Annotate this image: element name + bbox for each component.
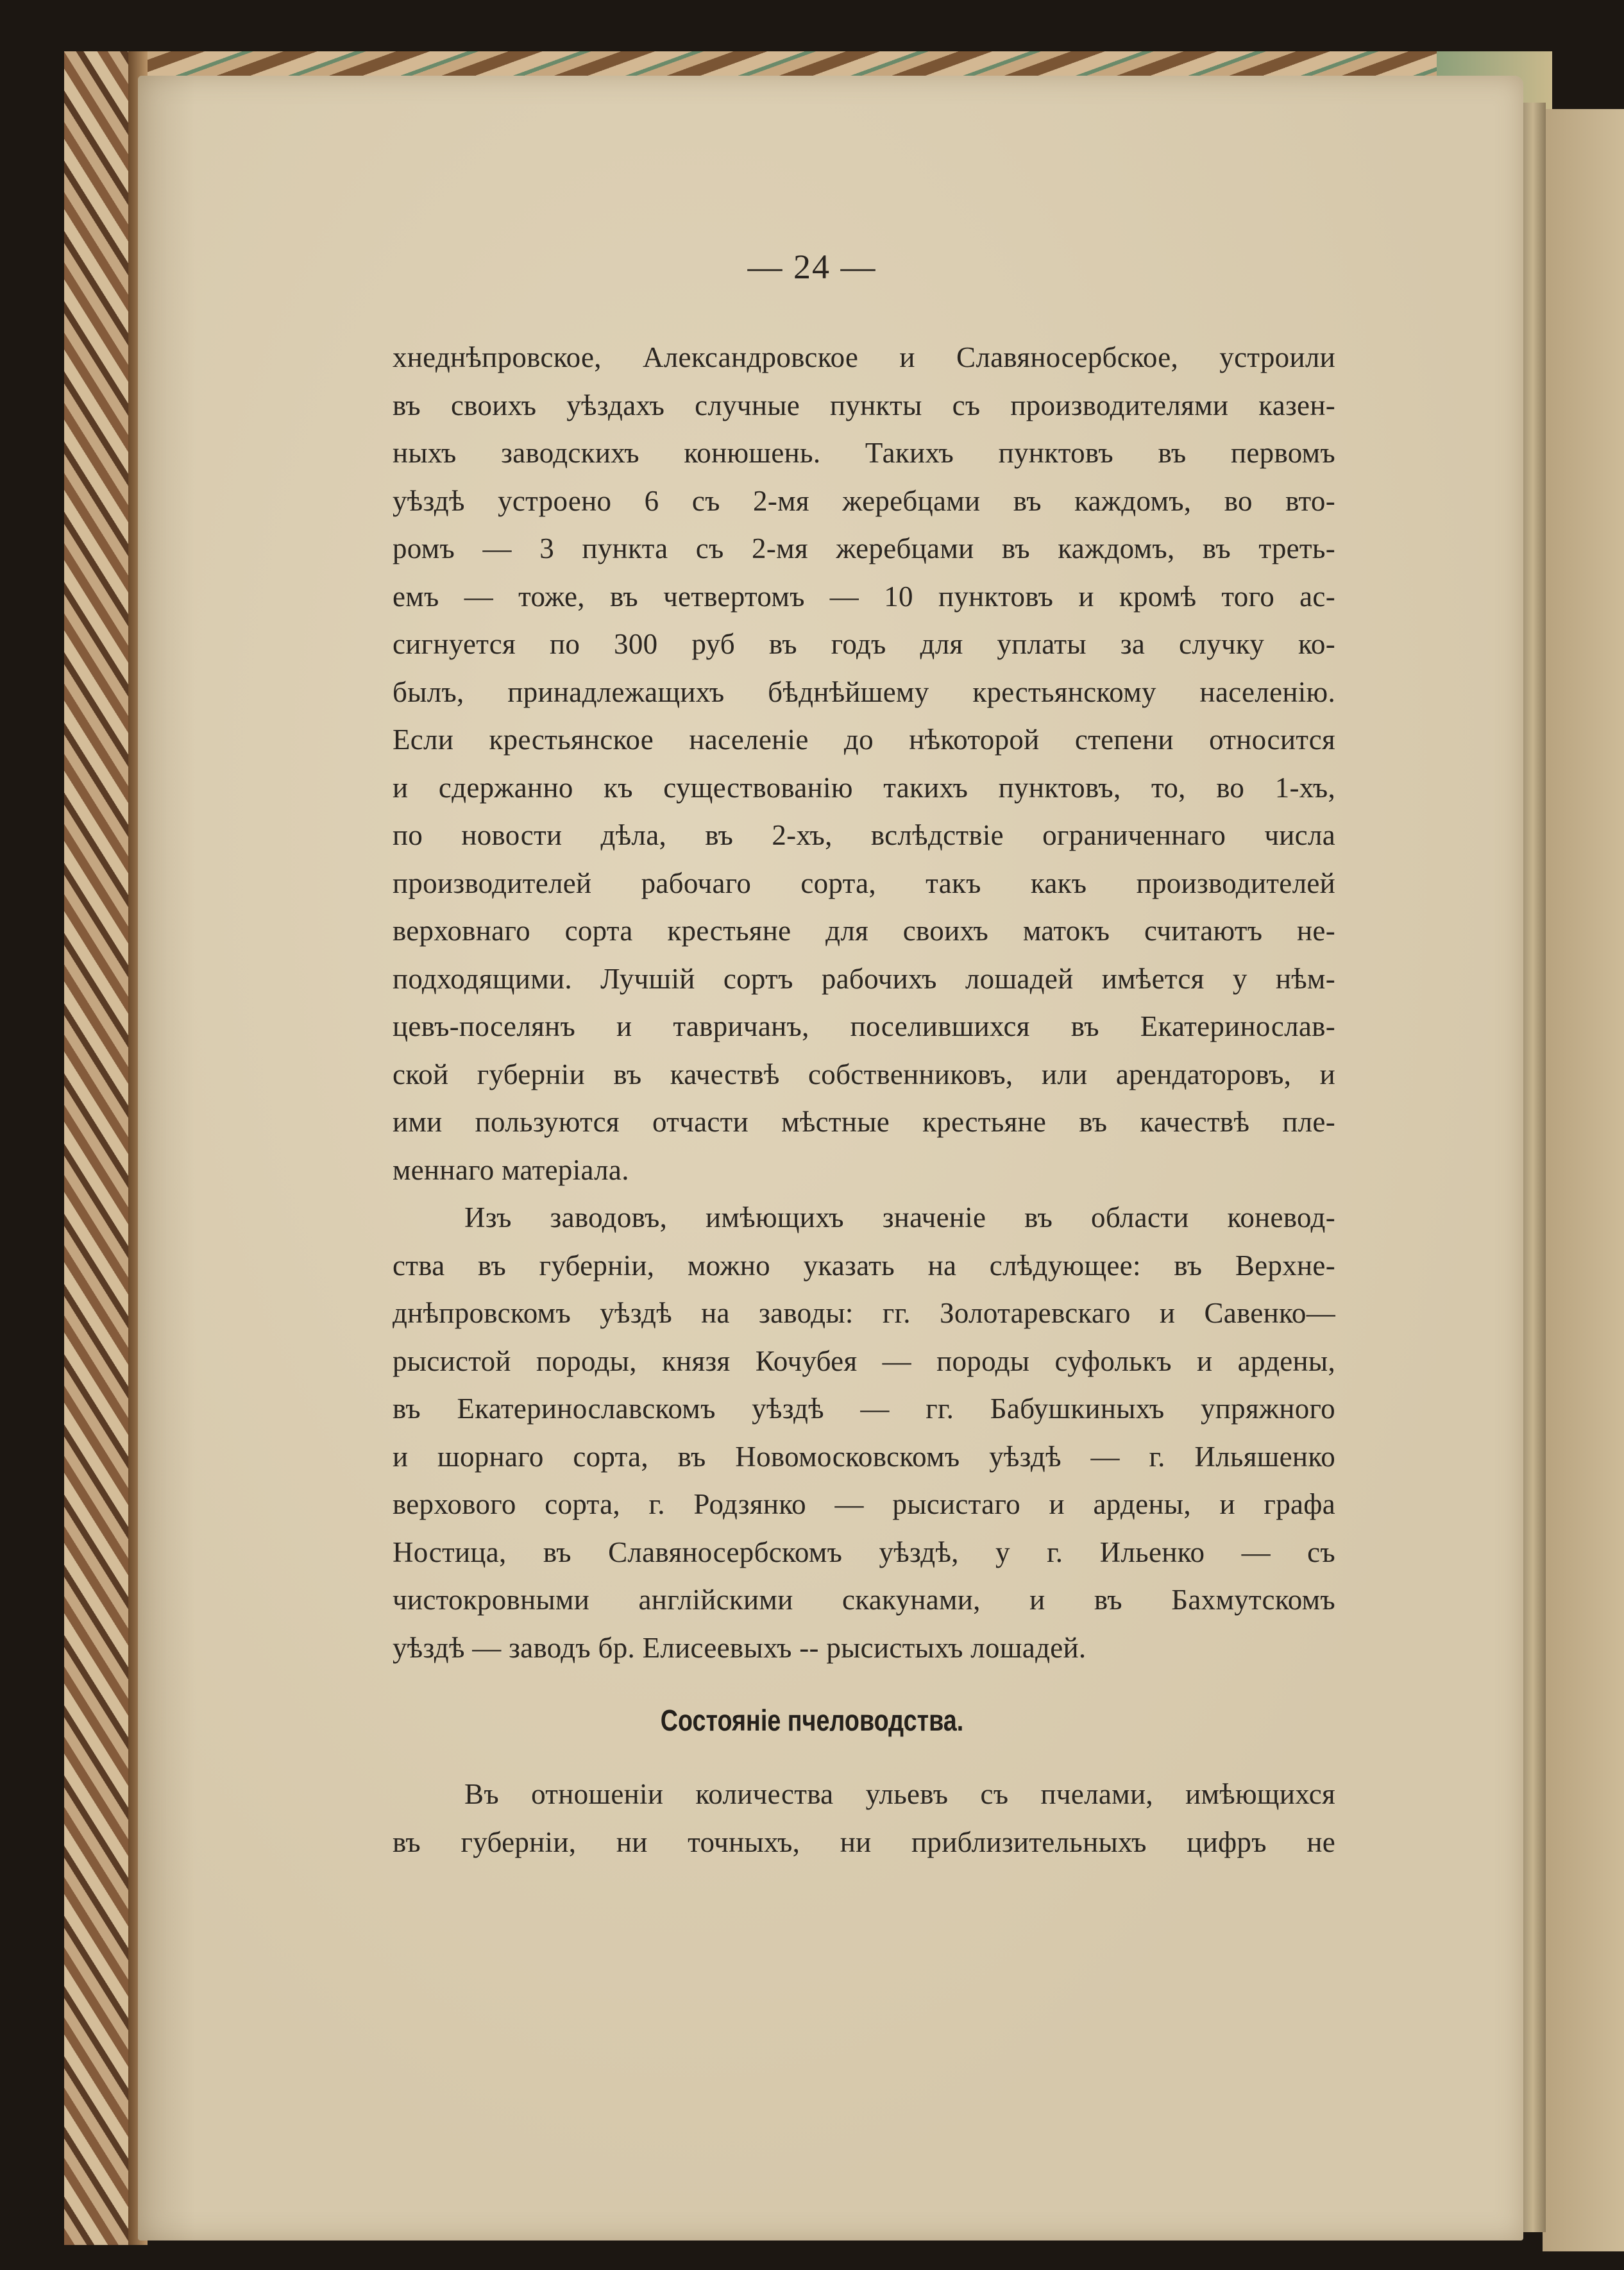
text-line: былъ, принадлежащихъ бѣднѣйшему крестьянскому населенію. (393, 675, 1335, 708)
text-line: Ностица, въ Славяносербскомъ уѣздѣ, у г. Ильенко — съ (393, 1536, 1335, 1568)
text-line: Въ отношеніи количества ульевъ съ пчелами, имѣющихся (464, 1778, 1335, 1810)
text-line: цевъ-поселянъ и тавричанъ, поселившихся въ Екатеринослав- (393, 1010, 1335, 1042)
text-line: уѣздѣ устроено 6 съ 2-мя жеребцами въ каждомъ, во вто- (393, 484, 1335, 517)
text-line: ромъ — 3 пункта съ 2-мя жеребцами въ каждомъ, въ треть- (393, 532, 1335, 564)
text-line: уѣздѣ — заводъ бр. Елисеевыхъ -- рысистыхъ лошадей. (393, 1631, 1087, 1664)
text-line: хнеднѣпровское, Александровское и Славяносербское, устроили (393, 341, 1335, 373)
text-line: сигнуется по 300 руб въ годъ для уплаты за случку ко- (393, 628, 1335, 660)
text-line: ства въ губерніи, можно указать на слѣдующее: въ Верхне- (393, 1249, 1335, 1282)
text-line: ныхъ заводскихъ конюшень. Такихъ пунктовъ въ первомъ (393, 437, 1335, 469)
page-stack-edge (1520, 103, 1546, 2232)
page-number: — 24 — (747, 248, 877, 286)
text-line: чистокровными англійскими скакунами, и въ Бахмутскомъ (393, 1584, 1335, 1616)
text-line: производителей рабочаго сорта, такъ какъ производителей (393, 867, 1335, 899)
text-line: ской губерніи въ качествѣ собственниковъ, или арендаторовъ, и (393, 1058, 1335, 1090)
text-line: верховнаго сорта крестьяне для своихъ матокъ считаютъ не- (393, 915, 1335, 947)
text-line: по новости дѣла, въ 2-хъ, вслѣдствіе ограниченнаго числа (393, 819, 1335, 851)
text-line: ими пользуются отчасти мѣстные крестьяне въ качествѣ пле- (393, 1106, 1335, 1138)
text-line: емъ — тоже, въ четвертомъ — 10 пунктовъ и кромѣ того ас- (393, 580, 1335, 613)
text-line: и шорнаго сорта, въ Новомосковскомъ уѣздѣ — г. Ильяшенко (393, 1440, 1335, 1473)
text-line: и сдержанно къ существованію такихъ пунктовъ, то, во 1-хъ, (393, 771, 1335, 804)
text-line: подходящими. Лучшій сортъ рабочихъ лошадей имѣется у нѣм- (393, 962, 1335, 995)
text-line: въ своихъ уѣздахъ случные пункты съ производителями казен- (393, 389, 1335, 421)
text-line: въ губерніи, ни точныхъ, ни приблизительныхъ цифръ не (393, 1825, 1335, 1858)
text-line: Если крестьянское населеніе до нѣкоторой степени относится (393, 724, 1335, 756)
text-line: меннаго матеріала. (393, 1153, 629, 1186)
body-text (393, 334, 1335, 1672)
text-line: верхового сорта, г. Родзянко — рысистаго и ардены, и графа (393, 1488, 1335, 1520)
section-heading: Состояніе пчеловодства. (660, 1704, 964, 1737)
text-line: Изъ заводовъ, имѣющихъ значеніе въ области коневод- (464, 1201, 1335, 1233)
text-line: днѣпровскомъ уѣздѣ на заводы: гг. Золотаревскаго и Савенко— (393, 1297, 1335, 1329)
text-line: рысистой породы, князя Кочубея — породы суфолькъ и ардены, (393, 1344, 1335, 1377)
facing-page-edge (1543, 109, 1624, 2251)
text-line: въ Екатеринославскомъ уѣздѣ — гг. Бабушкиныхъ упряжного (393, 1393, 1335, 1425)
body-text-continued (393, 1770, 1335, 1866)
